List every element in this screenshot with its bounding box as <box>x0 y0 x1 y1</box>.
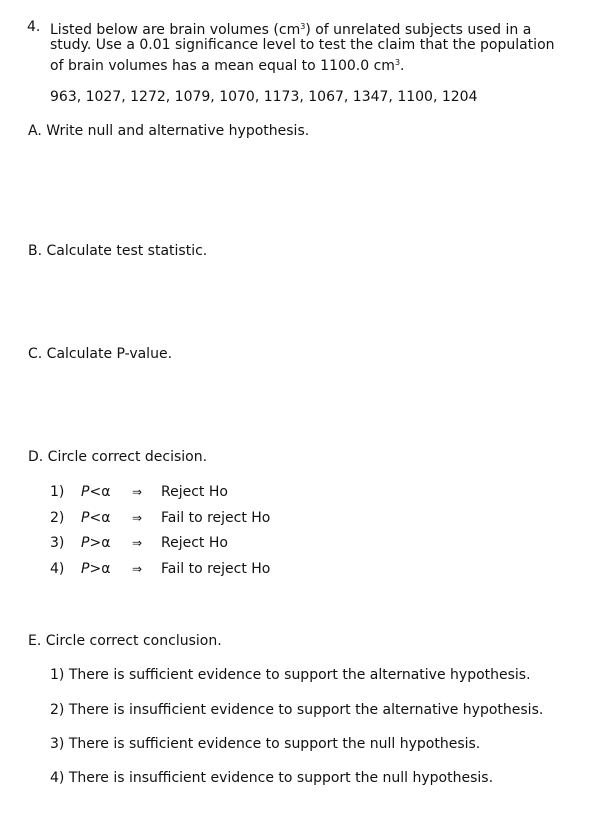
decision-condition <box>81 535 132 551</box>
alpha-symbol: α <box>101 510 111 526</box>
superscript-3: 3 <box>394 58 401 67</box>
decision-option-4[interactable] <box>50 561 270 577</box>
data-values: 963, 1027, 1272, 1079, 1070, 1173, 1067, 1347, 1100, 1204 <box>50 89 478 105</box>
implies-arrow-icon: ⇒ <box>132 562 143 576</box>
superscript-3: 3 <box>300 22 306 31</box>
conclusion-option-1[interactable]: 1) There is sufficient evidence to support the alternative hypothesis. <box>50 667 531 683</box>
question-line-1-end: ) of unrelated subjects used in a <box>305 22 532 38</box>
decision-condition <box>81 484 132 500</box>
decision-text: Reject Ho <box>161 535 228 551</box>
relation-symbol: < <box>89 510 102 526</box>
alpha-symbol: α <box>101 535 111 551</box>
decision-text: Fail to reject Ho <box>161 561 271 577</box>
question-line-1-text: Listed below are brain volumes (cm <box>50 22 301 38</box>
alpha-symbol: α <box>101 484 111 500</box>
question-line-2: study. Use a 0.01 significance level to test the claim that the population <box>50 37 555 53</box>
implies-arrow-icon: ⇒ <box>132 536 143 550</box>
question-line-3-end: . <box>400 58 405 74</box>
decision-number: 1) <box>50 484 65 500</box>
part-e-heading: E. Circle correct conclusion. <box>28 633 222 649</box>
p-symbol: P <box>81 535 90 551</box>
part-a-heading: A. Write null and alternative hypothesis. <box>28 123 310 139</box>
p-symbol: P <box>81 561 90 577</box>
decision-condition <box>81 561 132 577</box>
implies-arrow-icon: ⇒ <box>132 511 143 525</box>
decision-text: Reject Ho <box>161 484 228 500</box>
decision-number: 3) <box>50 535 65 551</box>
part-d-heading: D. Circle correct decision. <box>28 449 208 465</box>
conclusion-option-4[interactable]: 4) There is insufficient evidence to support the null hypothesis. <box>50 770 494 786</box>
question-line-3-text: of brain volumes has a mean equal to 1100.0 cm <box>50 58 395 74</box>
decision-condition <box>81 510 132 526</box>
relation-symbol: > <box>89 561 102 577</box>
decision-option-2[interactable] <box>50 510 270 526</box>
decision-option-1[interactable] <box>50 484 228 500</box>
decision-text: Fail to reject Ho <box>161 510 271 526</box>
decision-option-3[interactable] <box>50 535 228 551</box>
p-symbol: P <box>81 484 90 500</box>
conclusion-option-3[interactable]: 3) There is sufficient evidence to support the null hypothesis. <box>50 736 481 752</box>
part-c-heading: C. Calculate P-value. <box>28 346 173 362</box>
decision-number: 4) <box>50 561 65 577</box>
implies-arrow-icon: ⇒ <box>132 485 143 499</box>
part-b-heading: B. Calculate test statistic. <box>28 243 208 259</box>
p-symbol: P <box>81 510 90 526</box>
conclusion-option-2[interactable]: 2) There is insufficient evidence to support the alternative hypothesis. <box>50 702 544 718</box>
question-number: 4. <box>27 19 41 35</box>
alpha-symbol: α <box>101 561 111 577</box>
relation-symbol: < <box>89 484 102 500</box>
decision-number: 2) <box>50 510 65 526</box>
question-line-3 <box>50 54 404 75</box>
relation-symbol: > <box>89 535 102 551</box>
